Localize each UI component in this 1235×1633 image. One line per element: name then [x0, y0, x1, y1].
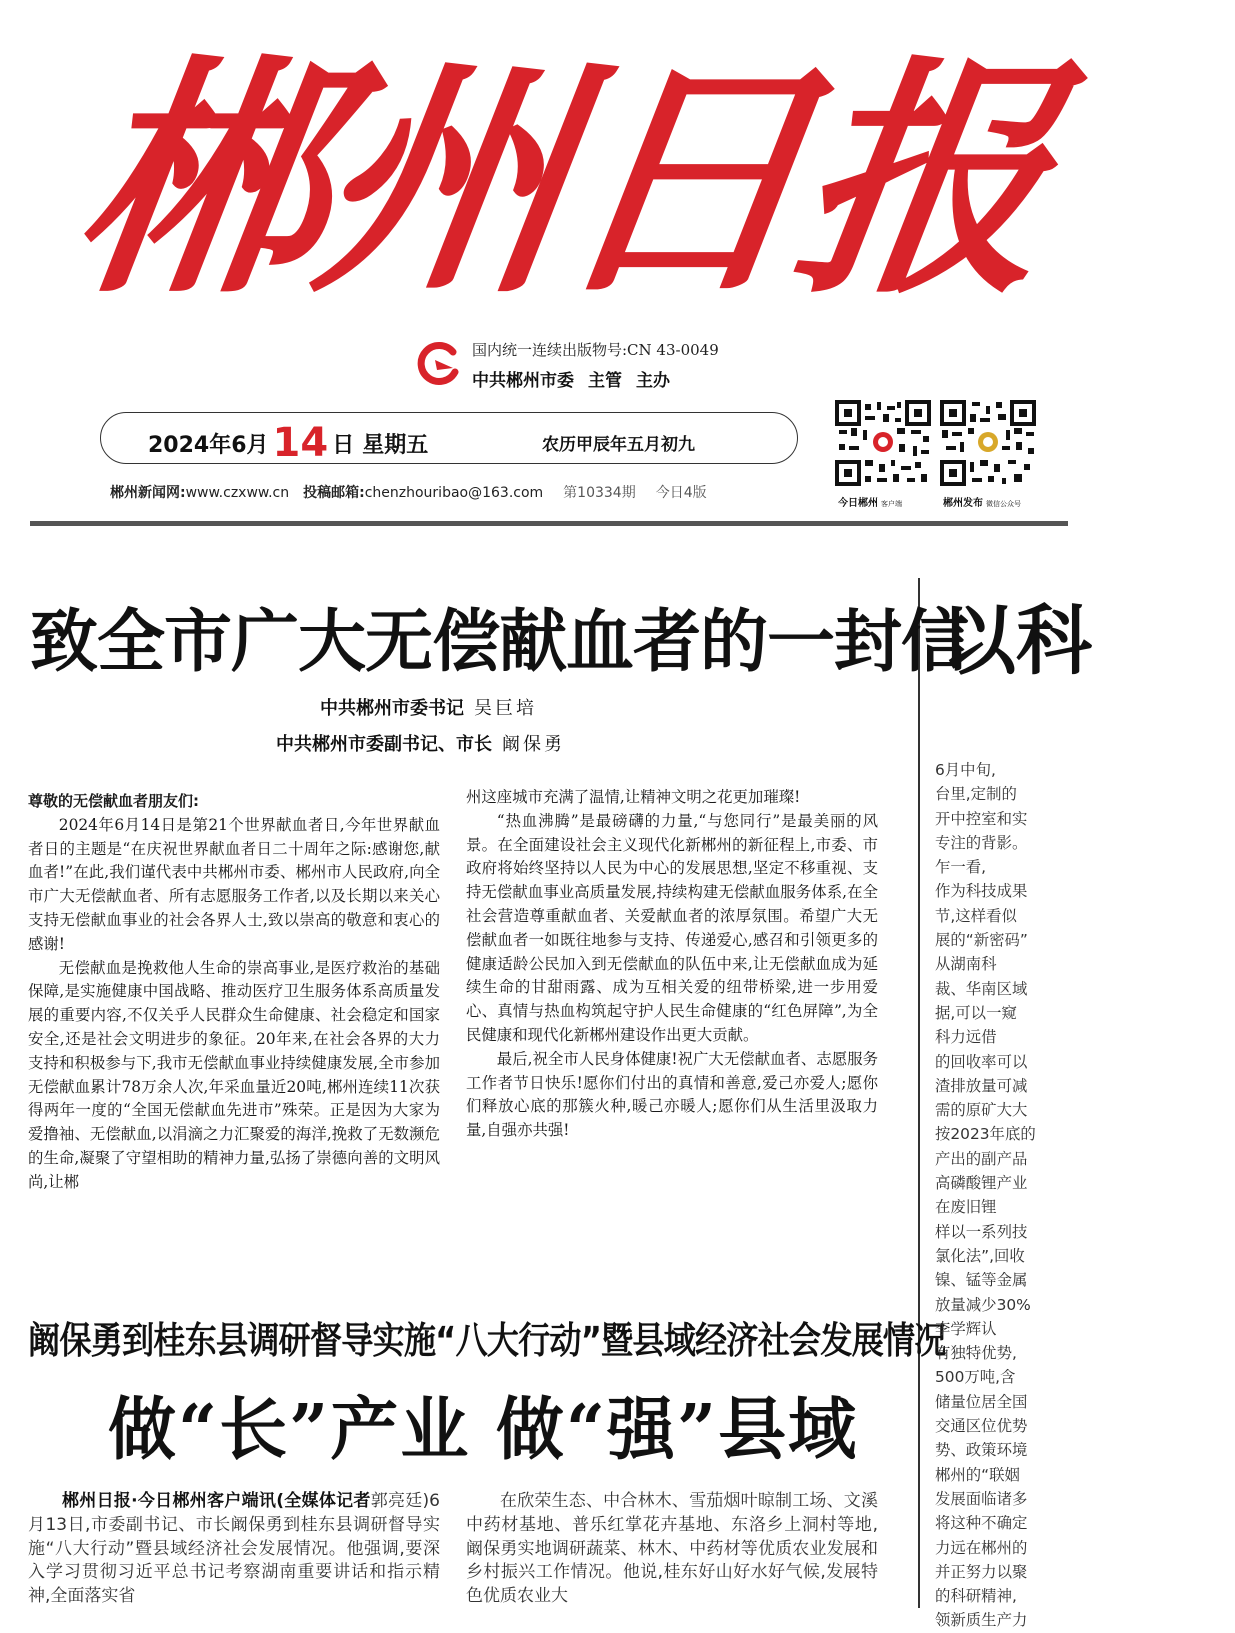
- lunar-date: 农历甲辰年五月初九: [542, 435, 695, 455]
- right-article-line: 高磷酸锂产业: [935, 1174, 1028, 1193]
- right-article-line: 领新质生产力: [935, 1611, 1028, 1630]
- info-line: [110, 482, 707, 502]
- right-article-line: 镍、锰等金属: [935, 1271, 1028, 1290]
- qr-code-icon[interactable]: [940, 400, 1036, 486]
- story-kicker[interactable]: 阚保勇到桂东县调研督导实施“八大行动”暨县域经济社会发展情况: [28, 1319, 946, 1362]
- right-article-line: 并正努力以聚: [935, 1562, 1028, 1581]
- byline-1: [320, 694, 537, 720]
- letter-column-1: [28, 790, 440, 1195]
- byline-2: [276, 730, 565, 756]
- letter-paragraph: 最后,祝全市人民身体健康!祝广大无偿献血者、志愿服务工作者节日快乐!愿你们付出的真情和善意,爱己亦爱人;愿你们释放心底的那簇火种,暖己亦暖人;愿你们从生活里汲取力量,自强亦共强!: [466, 1049, 878, 1140]
- sponsor-line: [472, 366, 684, 391]
- email-label: 投稿邮箱:: [303, 485, 365, 501]
- right-article: [935, 560, 1092, 1630]
- right-article-line: 据,可以一窥: [935, 1003, 1017, 1022]
- party-logo-icon: [413, 338, 463, 388]
- story-text: 郭亮廷)6月13日,市委副书记、市长阚保勇到桂东县调研督导实施“八大行动”暨县域经济社会发展情况。他强调,要深入学习贯彻习近平总书记考察湖南重要讲话和指示精神,全面落实省: [28, 1491, 440, 1607]
- right-headline[interactable]: 以科: [940, 596, 1092, 685]
- story-paragraph: [28, 1490, 440, 1609]
- letter-paragraph: 2024年6月14日是第21个世界献血者日,今年世界献血者日的主题是“在庆祝世界献血者日二十周年之际:感谢您,献血者!”在此,我们谨代表中共郴州市委、郴州市人民政府,向全市广大无偿献血者、所有志愿服务工作者,以及长期以来关心支持无偿献血事业的社会各界人士,致以崇高的敬意和衷心的感谢!: [28, 815, 440, 953]
- right-article-line: 按2023年底的: [935, 1125, 1036, 1144]
- right-article-line: 的科研精神,: [935, 1587, 1017, 1606]
- date-day-suffix: 日: [332, 433, 355, 458]
- masthead-divider: [30, 521, 1068, 526]
- right-article-line: 的回收率可以: [935, 1052, 1028, 1071]
- date-day: 14: [272, 420, 329, 466]
- right-article-line: 渣排放量可减: [935, 1076, 1028, 1095]
- right-article-line: 氯化法”,回收: [935, 1246, 1025, 1265]
- right-article-line: 作为科技成果: [935, 882, 1028, 901]
- qr-caption-1: [838, 494, 902, 509]
- right-article-line: 6月中旬,: [935, 761, 996, 779]
- right-article-line: 交通区位优势: [935, 1417, 1028, 1436]
- story-paragraph: 在欣荣生态、中合林木、雪茄烟叶晾制工场、文溪中药材基地、普乐红掌花卉基地、东洛乡上洞村等地,阚保勇实地调研蔬菜、林木、中药材等优质农业发展和乡村振兴工作情况。他说,桂东好山好水好气候,发展特色优质农业大: [466, 1491, 878, 1607]
- letter-paragraph: “热血沸腾”是最磅礴的力量,“与您同行”是最美丽的风景。在全面建设社会主义现代化新郴州的新征程上,市委、市政府将始终坚持以人民为中心的发展思想,坚定不移重视、支持无偿献血事业高质量发展,持续构建无偿献血服务体系,在全社会营造尊重献血者、关爱献血者的浓厚氛围。希望广大无偿献血者一如既往地参与支持、传递爱心,感召和引领更多的健康适龄公民加入到无偿献血的队伍中来,让无偿献血成为延续生命的甘甜雨露、成为互相关爱的纽带桥梁,进一步用爱心、真情与热血构筑起守护人民生命健康的“红色屏障”,为全民健康和现代化新郴州建设作出更大贡献。: [466, 811, 878, 1044]
- right-article-line: 展的“新密码”: [935, 931, 1028, 950]
- email-address[interactable]: chenzhouribao@163.com: [364, 485, 544, 501]
- right-article-line: 产出的副产品: [935, 1149, 1028, 1168]
- right-article-line: 500万吨,含: [935, 1368, 1016, 1387]
- right-article-line: 储量位居全国: [935, 1392, 1028, 1411]
- right-article-line: 郴州的“联姻: [935, 1465, 1020, 1484]
- right-article-line: 在废旧锂: [935, 1198, 997, 1217]
- column-divider: [918, 578, 920, 1608]
- qr-code-icon[interactable]: [835, 400, 931, 486]
- qr-caption-1-name: 今日郴州: [838, 498, 878, 509]
- sponsor-name: 中共郴州市委: [472, 371, 574, 391]
- right-article-line: 开中控室和实: [935, 809, 1028, 828]
- letter-greeting: 尊敬的无偿献血者朋友们:: [28, 792, 199, 810]
- letter-paragraph: 无偿献血是挽救他人生命的崇高事业,是医疗救治的基础保障,是实施健康中国战略、推动医疗卫生服务体系高质量发展的重要内容,不仅关乎人民群众生命健康、社会稳定和国家安全,还是社会文明进步的象征。20年来,在社会各界的大力支持和积极参与下,我市无偿献血事业持续健康发展,全市参加无偿献血累计78万余人次,年采血量近20吨,郴州连续11次获得两年一度的“全国无偿献血先进市”殊荣。正是因为大家为爱撸袖、无偿献血,以涓滴之力汇聚爱的海洋,挽救了无数濒危的生命,凝聚了守望相助的精神力量,弘扬了崇德向善的文明风尚,让郴: [28, 958, 440, 1191]
- page-count: 今日4版: [655, 485, 707, 501]
- right-article-line: 专注的背影。: [935, 833, 1028, 852]
- right-article-line: 节,这样看似: [935, 906, 1017, 925]
- byline-1-title: 中共郴州市委书记: [320, 698, 464, 719]
- right-article-line: 台里,定制的: [935, 785, 1017, 804]
- right-article-line: 需的原矿大大: [935, 1101, 1028, 1120]
- right-article-line: 科力远借: [935, 1028, 997, 1047]
- qr-caption-2-name: 郴州发布: [943, 498, 983, 509]
- byline-1-name: 吴巨培: [474, 698, 537, 719]
- story-column-2: [466, 1490, 878, 1609]
- date-weekday: 星期五: [362, 433, 429, 458]
- right-article-line: 裁、华南区域: [935, 979, 1028, 998]
- right-article-line: 势、政策环境: [935, 1441, 1028, 1460]
- right-article-line: 李学辉认: [935, 1319, 997, 1338]
- issue-date: [148, 420, 428, 466]
- date-year-month: 2024年6月: [148, 433, 269, 458]
- right-article-line: 力远在郴州的: [935, 1538, 1028, 1557]
- sponsor-role-1: 主管: [588, 371, 622, 391]
- site-url[interactable]: www.czxww.cn: [185, 485, 290, 501]
- story-source: 郴州日报·今日郴州客户端讯(全媒体记者: [62, 1491, 371, 1511]
- letter-column-2: [466, 786, 878, 1143]
- right-article-line: 样以一系列技: [935, 1222, 1028, 1241]
- byline-2-title: 中共郴州市委副书记、市长: [276, 734, 492, 755]
- issue-number: 第10334期: [563, 485, 636, 501]
- right-article-text: [935, 758, 1235, 1633]
- sponsor-role-2: 主办: [636, 371, 670, 391]
- right-article-line: 发展面临诸多: [935, 1489, 1028, 1508]
- qr-caption-2-desc: 微信公众号: [986, 500, 1021, 508]
- qr-caption-2: [943, 494, 1021, 509]
- story-column-1: [28, 1490, 440, 1609]
- publication-number: 国内统一连续出版物号:CN 43-0049: [472, 341, 719, 359]
- right-article-line: 从湖南科: [935, 955, 997, 974]
- right-article-line: 有独特优势,: [935, 1344, 1017, 1363]
- right-article-line: 放量减少30%: [935, 1295, 1031, 1314]
- byline-2-name: 阚保勇: [502, 734, 565, 755]
- right-article-line: 将这种不确定: [935, 1514, 1028, 1533]
- letter-paragraph: 州这座城市充满了温情,让精神文明之花更加璀璨!: [466, 788, 801, 806]
- letter-headline[interactable]: 致全市广大无偿献血者的一封信: [30, 602, 969, 682]
- site-label: 郴州新闻网:: [110, 485, 186, 501]
- masthead-title: 郴州日报: [59, 33, 1061, 327]
- qr-caption-1-desc: 客户端: [881, 500, 902, 508]
- story-headline[interactable]: 做“长”产业 做“强”县域: [108, 1390, 859, 1470]
- right-article-line: 乍一看,: [935, 858, 987, 877]
